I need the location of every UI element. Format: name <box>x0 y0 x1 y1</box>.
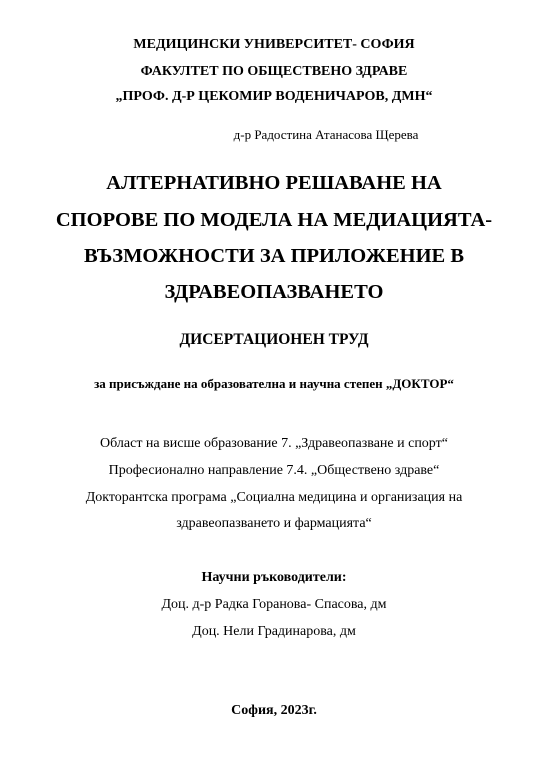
place-date: София, 2023г. <box>231 703 317 718</box>
title-line: ЗДРАВЕОПАЗВАНЕТО <box>164 281 384 303</box>
title-line: СПОРОВЕ ПО МОДЕЛА НА МЕДИАЦИЯТА- <box>55 209 493 231</box>
field-info-line: Област на висше образование 7. „Здравеопазване и спорт“ <box>100 436 448 451</box>
supervisor-name: Доц. Нели Градинарова, дм <box>192 624 356 639</box>
university-name: МЕДИЦИНСКИ УНИВЕРСИТЕТ- СОФИЯ <box>133 37 415 52</box>
title-line: ВЪЗМОЖНОСТИ ЗА ПРИЛОЖЕНИЕ В <box>83 245 464 267</box>
supervisors-heading: Научни ръководители: <box>201 570 347 585</box>
faculty-name: ФАКУЛТЕТ ПО ОБЩЕСТВЕНО ЗДРАВЕ <box>140 64 408 79</box>
field-info-line: Професионално направление 7.4. „Обществено здраве“ <box>108 463 440 478</box>
title-line: АЛТЕРНАТИВНО РЕШАВАНЕ НА <box>106 172 442 194</box>
field-info-line: Докторантска програма „Социална медицина и организация на <box>85 490 463 505</box>
work-type: ДИСЕРТАЦИОНЕН ТРУД <box>179 331 369 348</box>
author-name: д-р Радостина Атанасова Щерева <box>233 127 419 142</box>
supervisor-name: Доц. д-р Радка Горанова- Спасова, дм <box>161 597 387 612</box>
faculty-honorific: „ПРОФ. Д-Р ЦЕКОМИР ВОДЕНИЧАРОВ, ДМН“ <box>115 89 433 104</box>
field-info-line: здравеопазването и фармацията“ <box>176 516 372 531</box>
degree-statement: за присъждане на образователна и научна степен „ДОКТОР“ <box>94 376 454 391</box>
